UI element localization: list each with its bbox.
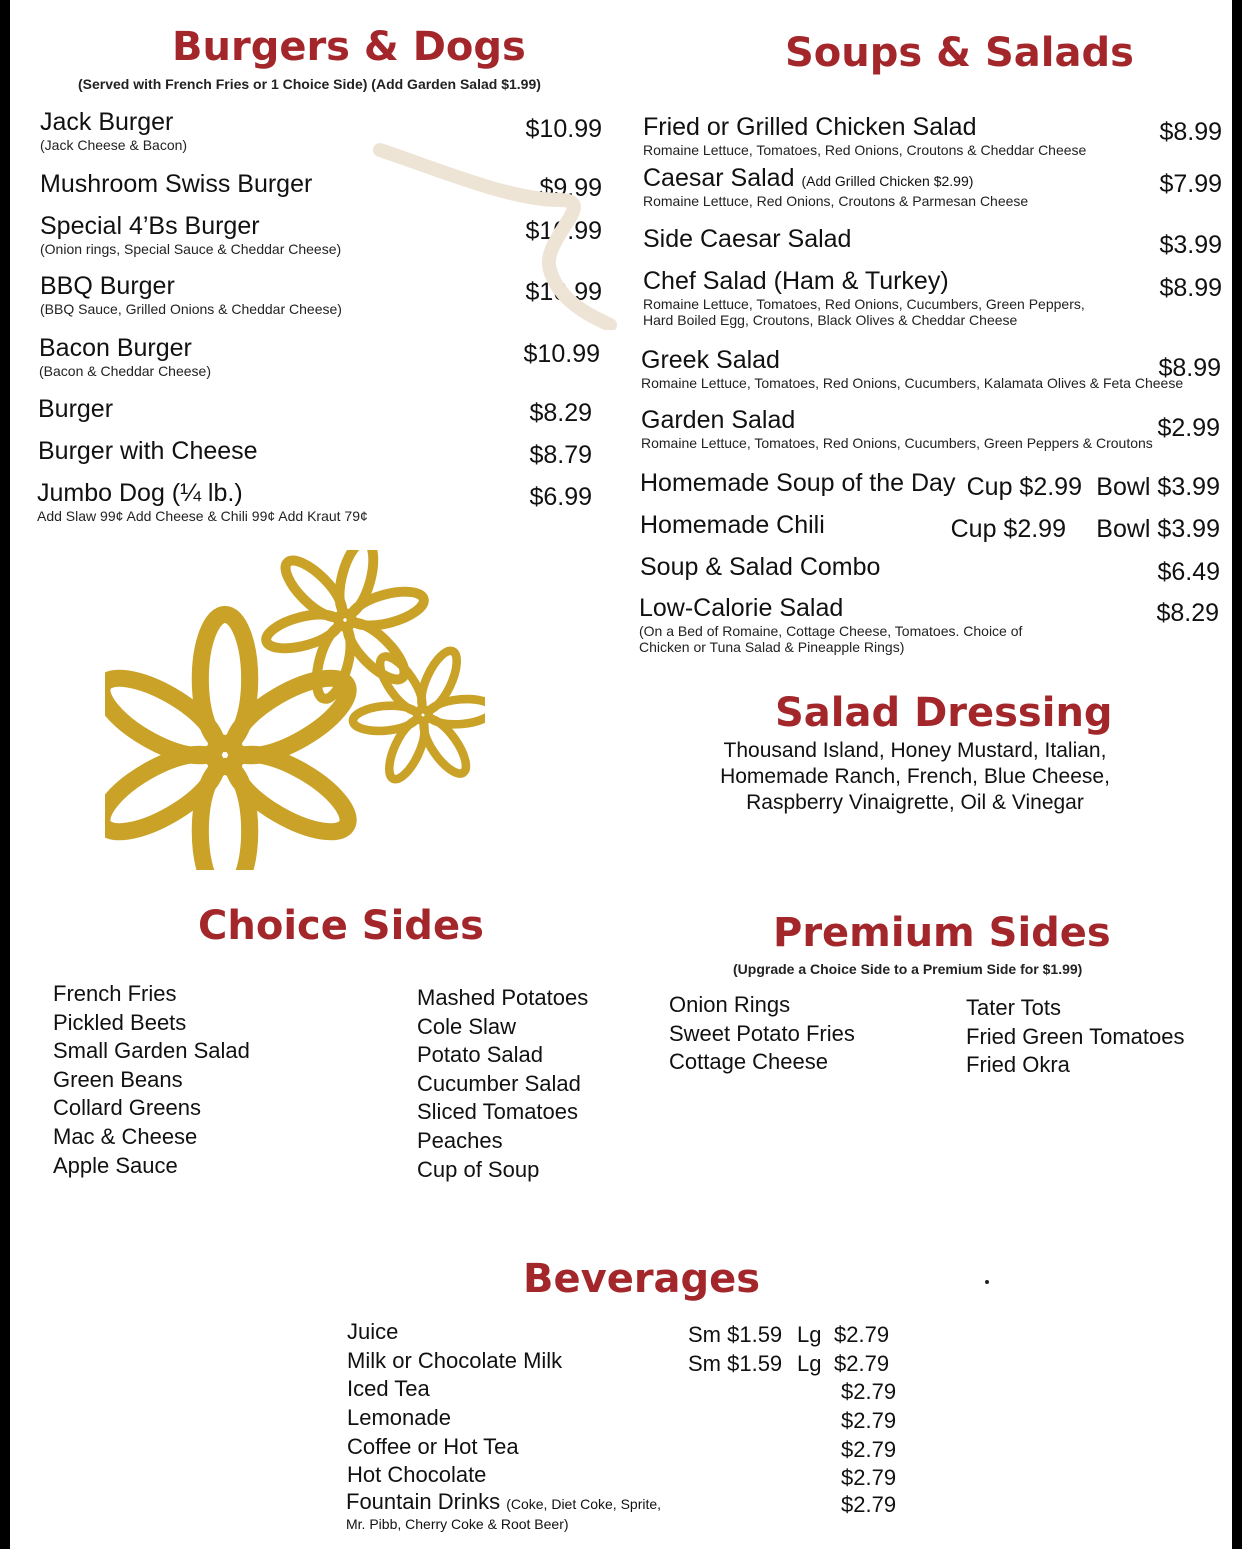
list-item (40, 212, 341, 257)
item-desc: Romaine Lettuce, Tomatoes, Red Onions, Croutons & Cheddar Cheese (643, 142, 1087, 158)
item-price: $10.99 (525, 278, 602, 306)
item-name: Fountain Drinks (346, 1489, 501, 1514)
item-price: $2.79 (834, 1351, 890, 1376)
item-desc: (Jack Cheese & Bacon) (40, 137, 188, 153)
list-item: Mac & Cheese (53, 1123, 198, 1149)
list-item: Cucumber Salad (417, 1070, 581, 1096)
item-name: Coffee or Hot Tea (347, 1434, 519, 1459)
item-name: Milk or Chocolate Milk (347, 1348, 563, 1373)
item-cup-price: Cup $2.99 (950, 515, 1066, 543)
item-name: Jack Burger (40, 108, 174, 136)
item-desc: (BBQ Sauce, Grilled Onions & Cheddar Cheese) (40, 301, 342, 317)
item-sm-price: Sm $1.59 (688, 1322, 783, 1347)
dressing-line: Thousand Island, Honey Mustard, Italian, (723, 739, 1107, 762)
list-item: Pickled Beets (53, 1009, 187, 1035)
list-item (40, 170, 312, 199)
item-desc-2: Chicken or Tuna Salad & Pineapple Rings) (639, 639, 905, 655)
right-border (1232, 0, 1242, 1549)
item-name: Lemonade (347, 1405, 451, 1430)
item-name: Burger (38, 395, 114, 423)
item-desc: (Onion rings, Special Sauce & Cheddar Cheese) (40, 241, 342, 257)
list-item: Green Beans (53, 1066, 183, 1092)
gold-flower-icon (105, 550, 485, 870)
item-name: Bacon Burger (39, 334, 192, 362)
list-item: Cole Slaw (417, 1013, 517, 1039)
item-price: $2.79 (841, 1465, 897, 1490)
list-item (641, 346, 1183, 391)
list-item (643, 113, 1086, 158)
list-item: Tater Tots (966, 995, 1061, 1020)
item-desc: Romaine Lettuce, Red Onions, Croutons & Parmesan Cheese (643, 193, 1029, 209)
item-desc: (Bacon & Cheddar Cheese) (39, 363, 211, 379)
item-price: $2.79 (841, 1492, 897, 1517)
list-item (639, 594, 1022, 655)
choice-sides-col-1 (53, 980, 250, 1180)
list-item: Sweet Potato Fries (669, 1020, 855, 1046)
beverages-title: Beverages (523, 1256, 761, 1302)
list-item (38, 395, 113, 424)
item-cup-price: Cup $2.99 (966, 473, 1082, 501)
item-name: Side Caesar Salad (643, 225, 852, 253)
list-item: Apple Sauce (53, 1152, 178, 1178)
item-bowl-price: Bowl $3.99 (1096, 515, 1220, 543)
premium-sides-note: (Upgrade a Choice Side to a Premium Side for $1.99) (733, 961, 1083, 977)
item-desc: Romaine Lettuce, Tomatoes, Red Onions, Cucumbers, Green Peppers & Croutons (641, 435, 1153, 451)
choice-sides-col-2 (417, 984, 588, 1184)
list-item (39, 334, 211, 379)
item-price: $10.99 (525, 217, 602, 245)
item-name: Caesar Salad (643, 164, 795, 192)
list-item: Onion Rings (669, 992, 791, 1017)
item-price: $2.99 (1157, 414, 1220, 442)
item-price: $6.99 (529, 483, 592, 511)
item-name: Low-Calorie Salad (639, 594, 844, 622)
item-desc: (On a Bed of Romaine, Cottage Cheese, Tomatoes. Choice of (639, 623, 1023, 639)
item-name: Garden Salad (641, 406, 796, 434)
list-item: Fried Green Tomatoes (966, 1023, 1185, 1049)
item-name: Chef Salad (Ham & Turkey) (643, 267, 949, 295)
item-name: Fried or Grilled Chicken Salad (643, 113, 977, 141)
item-sm-price: Sm $1.59 (688, 1351, 783, 1376)
item-name: BBQ Burger (40, 272, 175, 300)
item-price: $3.99 (1159, 231, 1222, 259)
item-name: Homemade Soup of the Day (640, 469, 956, 497)
dressing-list (660, 738, 1170, 816)
list-item (40, 108, 187, 153)
item-bowl-price: Bowl $3.99 (1096, 473, 1220, 501)
dressing-line: Homemade Ranch, French, Blue Cheese, (720, 765, 1110, 788)
premium-sides-title: Premium Sides (773, 910, 1111, 956)
list-item: Collard Greens (53, 1095, 201, 1121)
list-item (643, 164, 1028, 209)
burgers-note: (Served with French Fries or 1 Choice Side) (Add Garden Salad $1.99) (78, 76, 541, 92)
list-item: Peaches (417, 1127, 503, 1153)
item-price: $7.99 (1159, 170, 1222, 198)
dressing-line: Raspberry Vinaigrette, Oil & Vinegar (746, 791, 1084, 814)
list-item: Sliced Tomatoes (417, 1099, 579, 1125)
burgers-title: Burgers & Dogs (172, 24, 526, 70)
swirl-watermark-icon (360, 130, 620, 330)
item-price: $9.99 (539, 174, 602, 202)
item-desc: Add Slaw 99¢ Add Cheese & Chili 99¢ Add Kraut 79¢ (37, 508, 368, 524)
item-lg-label: Lg (797, 1351, 822, 1376)
item-desc-2: Hard Boiled Egg, Croutons, Black Olives & Cheddar Cheese (643, 312, 1018, 328)
item-name: Hot Chocolate (347, 1462, 487, 1487)
item-name: Soup & Salad Combo (640, 553, 881, 581)
item-name: Burger with Cheese (38, 437, 258, 465)
stray-dot (985, 1280, 989, 1284)
item-name: Mushroom Swiss Burger (40, 170, 313, 198)
list-item (40, 272, 342, 317)
item-price: $2.79 (841, 1437, 897, 1462)
item-price: $2.79 (841, 1408, 897, 1433)
item-price: $8.99 (1158, 354, 1221, 382)
list-item: Mashed Potatoes (417, 985, 589, 1010)
dressing-title: Salad Dressing (775, 690, 1113, 736)
item-desc: Romaine Lettuce, Tomatoes, Red Onions, Cucumbers, Green Peppers, (643, 296, 1085, 312)
list-item: Small Garden Salad (53, 1038, 250, 1064)
item-name: Iced Tea (347, 1376, 430, 1401)
list-item (643, 225, 851, 254)
item-price: $10.99 (525, 115, 602, 143)
list-item: French Fries (53, 981, 177, 1006)
list-item: Cottage Cheese (669, 1049, 828, 1075)
item-note: (Coke, Diet Coke, Sprite, (506, 1496, 662, 1512)
item-name: Greek Salad (641, 346, 780, 374)
item-price: $8.29 (529, 399, 592, 427)
list-item (346, 1488, 661, 1519)
list-item (38, 437, 258, 466)
premium-sides-col-2 (966, 994, 1184, 1080)
item-price: $10.99 (523, 340, 600, 368)
item-desc: Romaine Lettuce, Tomatoes, Red Onions, Cucumbers, Kalamata Olives & Feta Cheese (641, 375, 1184, 391)
list-item (643, 267, 1085, 328)
list-item: Cup of Soup (417, 1156, 540, 1182)
item-addon: (Add Grilled Chicken $2.99) (801, 173, 974, 189)
item-lg-label: Lg (797, 1322, 822, 1347)
item-name: Special 4’Bs Burger (40, 212, 260, 240)
item-price: $8.29 (1156, 599, 1219, 627)
premium-sides-col-1 (669, 991, 855, 1077)
item-price: $2.79 (841, 1379, 897, 1404)
item-name: Jumbo Dog (¼ lb.) (37, 479, 243, 507)
item-price: $8.99 (1159, 118, 1222, 146)
soups-title: Soups & Salads (785, 30, 1134, 76)
item-note-2: Mr. Pibb, Cherry Coke & Root Beer) (346, 1516, 569, 1532)
item-price: $8.99 (1159, 274, 1222, 302)
left-border (0, 0, 10, 1549)
item-price: $6.49 (1157, 558, 1220, 586)
list-item: Fried Okra (966, 1052, 1070, 1078)
item-name: Homemade Chili (640, 511, 825, 539)
item-price: $8.79 (529, 441, 592, 469)
item-name: Juice (347, 1319, 399, 1344)
item-price: $2.79 (834, 1322, 890, 1347)
choice-sides-title: Choice Sides (198, 903, 484, 949)
list-item: Potato Salad (417, 1042, 543, 1068)
list-item (641, 406, 1153, 451)
list-item (37, 479, 368, 524)
